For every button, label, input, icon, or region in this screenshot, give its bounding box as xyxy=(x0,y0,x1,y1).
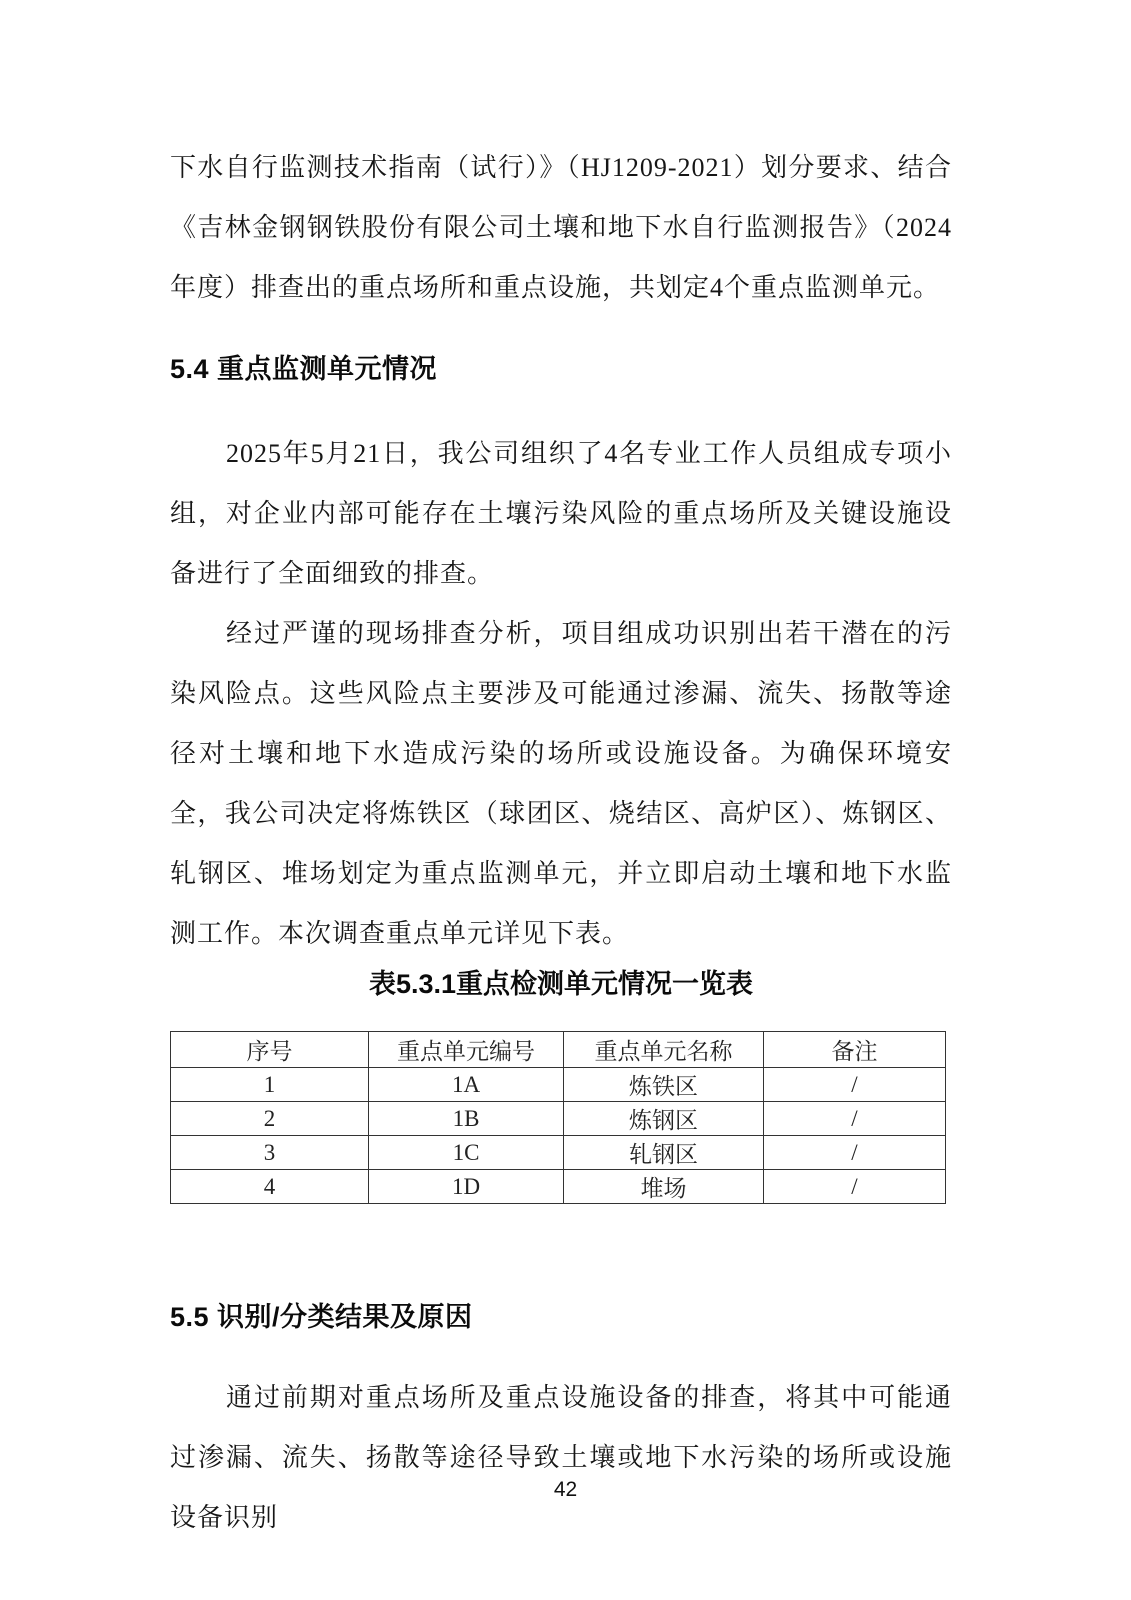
table-row xyxy=(171,1068,946,1102)
table-header-row xyxy=(171,1032,946,1068)
table-cell-code: 1D xyxy=(369,1170,564,1204)
table-header-seq: 序号 xyxy=(171,1032,369,1068)
table-cell-seq: 2 xyxy=(171,1102,369,1136)
table-cell-note: / xyxy=(764,1170,946,1204)
table-cell-name: 堆场 xyxy=(564,1170,764,1204)
table-header-note: 备注 xyxy=(764,1032,946,1068)
table-header-code: 重点单元编号 xyxy=(369,1032,564,1068)
table-cell-note: / xyxy=(764,1102,946,1136)
section-heading-5-5: 5.5 识别/分类结果及原因 xyxy=(170,1302,473,1332)
paragraph-continuation: 下水自行监测技术指南（试行）》（HJ1209-2021）划分要求、结合《吉林金钢钢铁股份有限公司土壤和地下水自行监测报告》（2024年度）排查出的重点场所和重点设施，共划定4个重点监测单元。 xyxy=(170,153,952,302)
monitoring-units-table xyxy=(170,1031,946,1204)
table-row xyxy=(171,1102,946,1136)
page-number: 42 xyxy=(553,1478,578,1501)
paragraph-classification-result: 通过前期对重点场所及重点设施设备的排查，将其中可能通过渗漏、流失、扬散等途径导致土壤或地下水污染的场所或设施设备识别 xyxy=(170,1383,952,1532)
paragraph-survey-team: 2025年5月21日，我公司组织了4名专业工作人员组成专项小组，对企业内部可能存在土壤污染风险的重点场所及关键设施设备进行了全面细致的排查。 xyxy=(170,439,952,588)
table-cell-seq: 4 xyxy=(171,1170,369,1204)
table-cell-code: 1A xyxy=(369,1068,564,1102)
table-row xyxy=(171,1136,946,1170)
table-header-name: 重点单元名称 xyxy=(564,1032,764,1068)
table-cell-code: 1B xyxy=(369,1102,564,1136)
table-cell-name: 轧钢区 xyxy=(564,1136,764,1170)
table-cell-seq: 3 xyxy=(171,1136,369,1170)
table-cell-note: / xyxy=(764,1136,946,1170)
table-cell-note: / xyxy=(764,1068,946,1102)
table-caption: 表5.3.1重点检测单元情况一览表 xyxy=(368,969,754,999)
table-cell-code: 1C xyxy=(369,1136,564,1170)
table-cell-name: 炼钢区 xyxy=(564,1102,764,1136)
table-cell-name: 炼铁区 xyxy=(564,1068,764,1102)
section-heading-5-4: 5.4 重点监测单元情况 xyxy=(170,354,438,384)
paragraph-risk-identification: 经过严谨的现场排查分析，项目组成功识别出若干潜在的污染风险点。这些风险点主要涉及可能通过渗漏、流失、扬散等途径对土壤和地下水造成污染的场所或设施设备。为确保环境安全，我公司决定将炼铁区（球团区、烧结区、高炉区）、炼钢区、轧钢区、堆场划定为重点监测单元，并立即启动土壤和地下水监测工作。本次调查重点单元详见下表。 xyxy=(170,619,952,948)
table-row xyxy=(171,1170,946,1204)
table-cell-seq: 1 xyxy=(171,1068,369,1102)
page-content xyxy=(170,0,952,1548)
